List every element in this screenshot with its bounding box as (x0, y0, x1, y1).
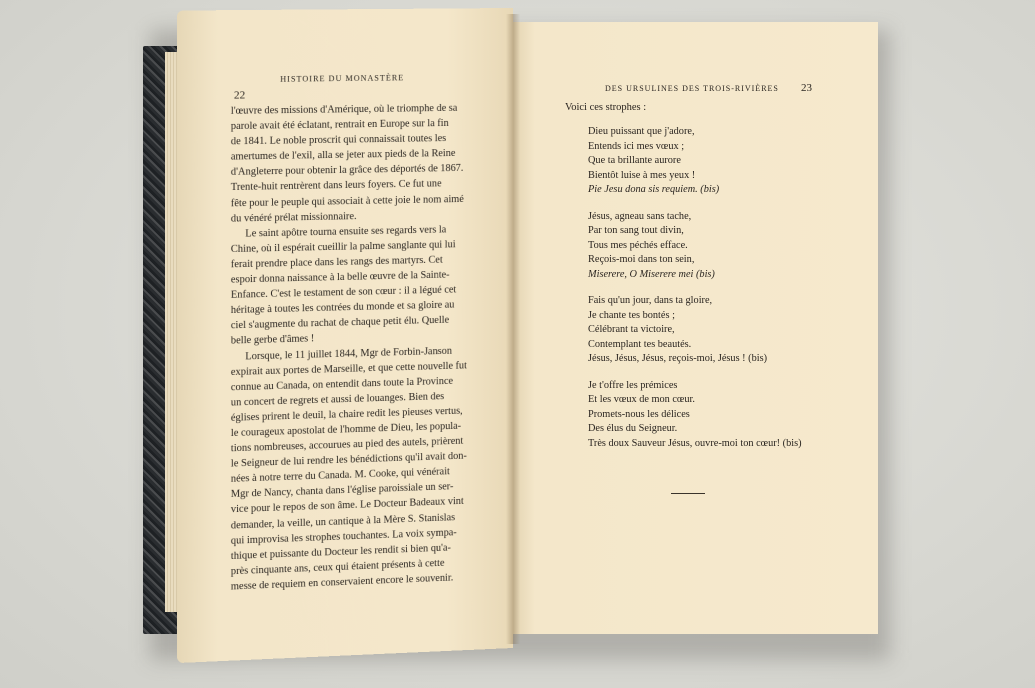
verse-line: Célébrant ta victoire, (588, 324, 675, 335)
right-page-number: 23 (801, 82, 812, 94)
verse-line: Contemplant tes beautés. (588, 338, 692, 350)
text-line: demander, la veille, un cantique à la Mère S. Stanislas (230, 511, 456, 532)
text-line: Chine, où il espérait cueillir la palme sanglante qui lui (230, 239, 456, 255)
verse-line: Pie Jesu dona sis requiem. (bis) (588, 184, 720, 195)
verse-line: Jésus, Jésus, Jésus, reçois-moi, Jésus ! (bis) (588, 353, 768, 364)
text-line: nées à notre terre du Canada. M. Cooke, qui vénérait (230, 466, 450, 486)
verse-line: Reçois-moi dans ton sein, (588, 254, 695, 265)
left-page-body (231, 100, 487, 594)
verse-line: Je t'offre les prémices (588, 379, 678, 391)
verse-line: Miserere, O Miserere mei (bis) (588, 268, 715, 280)
text-line: ciel s'augmente du rachat de chaque petit élu. Quelle (230, 314, 450, 332)
verse-line: Jésus, agneau sans tache, (588, 210, 692, 222)
text-line: connue au Canada, on entendit dans toute la Province (230, 375, 453, 394)
text-line: amertumes de l'exil, alla se jeter aux pieds de la Reine (230, 148, 456, 163)
text-line: le Seigneur de lui rendre les bénédictions qu'il avait don- (230, 450, 467, 470)
left-page (177, 8, 513, 663)
verse-line: Des élus du Seigneur. (588, 423, 678, 434)
text-line: expirait aux portes de Marseille, et que cette nouvelle fut (230, 359, 467, 378)
text-line: ferait prendre place dans les rangs des martyrs. Cet (230, 254, 443, 271)
text-line: Enfance. C'est le testament de son cœur : il a légué cet (230, 284, 457, 301)
text-line: le courageux apostolat de l'homme de Dieu, les popula- (230, 420, 462, 440)
text-line: Lorsque, le 11 juillet 1844, Mgr de Forbin-Janson (245, 345, 452, 362)
left-running-head: HISTOIRE DU MONASTÈRE (280, 73, 405, 84)
stanza (588, 125, 868, 198)
text-line: parole avait été éclatant, rentrait en Europe sur la fin (230, 117, 449, 133)
verse-line: Par ton sang tout divin, (588, 225, 684, 236)
stanzas-intro: Voici ces strophes : (565, 102, 647, 113)
verse-line: Entends ici mes vœux ; (588, 140, 685, 152)
text-line: Le saint apôtre tourna ensuite ses regards vers la (245, 224, 447, 240)
text-line: Trente-huit rentrèrent dans leurs foyers. Ce fut une (230, 178, 442, 194)
text-line: d'Angleterre pour obtenir la grâce des déportés de 1867. (230, 163, 464, 179)
verse-line: Et les vœux de mon cœur. (588, 394, 695, 405)
verse-line: Promets-nous les délices (588, 408, 690, 420)
right-page (513, 22, 878, 634)
text-line: l'œuvre des missions d'Amérique, où le triomphe de sa (230, 102, 458, 117)
verse-line: Que ta brillante aurore (588, 155, 681, 166)
text-line: Mgr de Nancy, chanta dans l'église paroissiale un ser- (230, 481, 454, 501)
end-rule (671, 493, 705, 494)
text-line: de 1841. Le noble proscrit qui connaissait toutes les (230, 133, 447, 148)
verse-line: Tous mes péchés efface. (588, 239, 688, 251)
text-line: belle gerbe d'âmes ! (230, 333, 315, 347)
stanza (588, 210, 868, 283)
text-line: fête pour le peuple qui associait à cette joie le nom aimé (230, 193, 464, 209)
text-line: églises prirent le deuil, la chaire redit les pieuses vertus, (230, 405, 463, 424)
book-gutter (506, 14, 520, 644)
verse-line: Fais qu'un jour, dans ta gloire, (588, 295, 713, 306)
verse-line: Très doux Sauveur Jésus, ouvre-moi ton cœur! (bis) (588, 437, 802, 449)
verse-line: Dieu puissant que j'adore, (588, 126, 695, 137)
text-line: du vénéré prélat missionnaire. (230, 210, 357, 225)
text-line: qui improvisa les strophes touchantes. La voix sympa- (230, 526, 457, 547)
left-page-number: 22 (233, 89, 246, 102)
verse-line: Bientôt luise à mes yeux ! (588, 169, 696, 181)
text-line: espoir donna naissance à la belle œuvre de la Sainte- (230, 269, 450, 286)
stanza (588, 379, 868, 452)
text-line: vice pour le repos de son âme. Le Docteur Badeaux vint (230, 496, 464, 516)
text-line: héritage à toutes les contrées du monde et sa gloire au (230, 299, 455, 317)
verse-line: Je chante tes bontés ; (588, 309, 675, 321)
text-line: près cinquante ans, ceux qui étaient présents à cette (230, 557, 445, 578)
text-line: messe de requiem en conservaient encore le souvenir. (230, 572, 454, 593)
text-line: tions nombreuses, accourues au pied des autels, prièrent (230, 435, 464, 455)
text-line: un concert de regrets et aussi de louanges. Bien des (230, 390, 445, 409)
right-running-head: DES URSULINES DES TROIS-RIVIÈRES (605, 84, 779, 93)
poem-stanzas (588, 125, 868, 463)
text-line: thique et puissante du Docteur les rendit si bien qu'a- (230, 542, 451, 562)
stanza (588, 294, 868, 367)
